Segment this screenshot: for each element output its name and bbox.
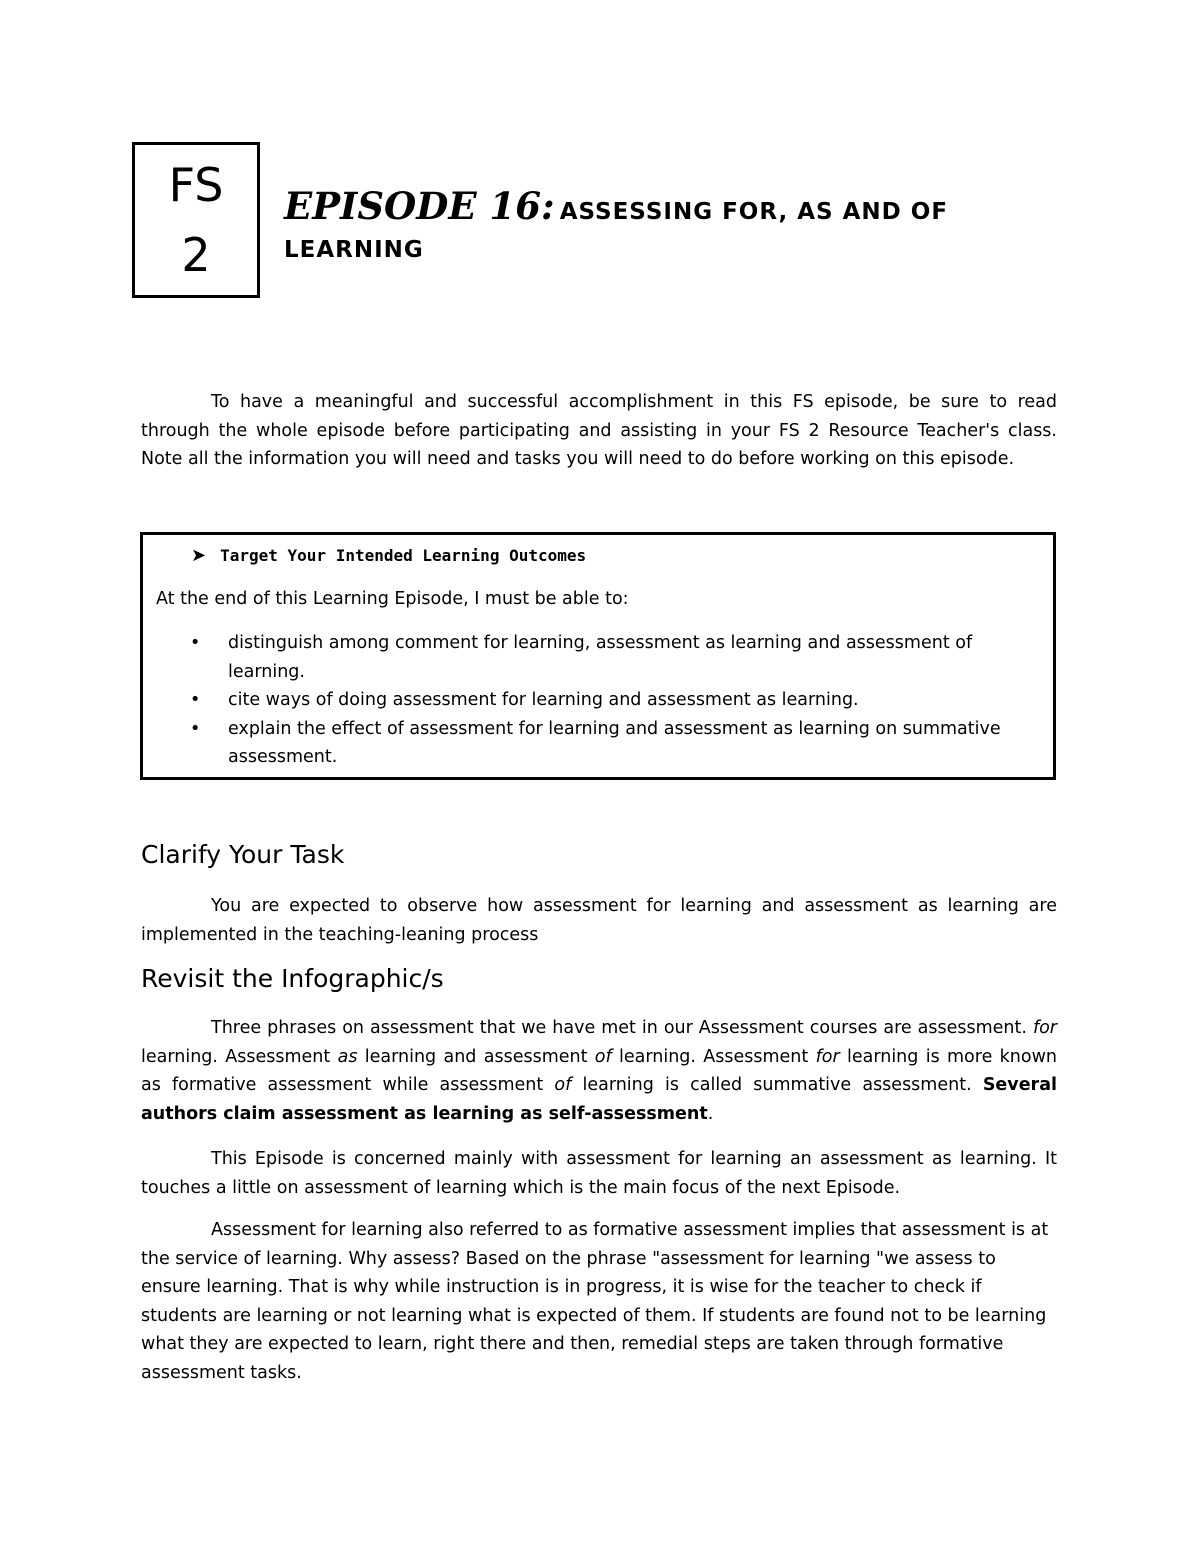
outcomes-heading (191, 545, 586, 566)
intro-paragraph: To have a meaningful and successful accomplishment in this FS episode, be sure to read through the whole episode before participating and assisting in your FS 2 Resource Teacher's class. Note all the information you will need and tasks you will need to do before working on this episode. (141, 392, 1057, 469)
clarify-heading: Clarify Your Task (141, 840, 345, 869)
fs-label-line1: FS (168, 158, 224, 212)
outcomes-lead: At the end of this Learning Episode, I must be able to: (156, 589, 629, 609)
list-item (156, 715, 1016, 772)
clarify-paragraph: You are expected to observe how assessment for learning and assessment as learning are implemented in the teaching-leaning process (141, 896, 1057, 945)
revisit-paragraph-2: This Episode is concerned mainly with assessment for learning an assessment as learning. It touches a little on assessment of learning which is the main focus of the next Episode. (141, 1149, 1057, 1198)
outcomes-heading-text: Target Your Intended Learning Outcomes (220, 546, 587, 565)
episode-subtitle-part2: LEARNING (284, 237, 424, 263)
outcome-text: distinguish among comment for learning, assessment as learning and assessment of learning. (228, 633, 973, 682)
fs-label-line2: 2 (181, 228, 211, 282)
bullet-icon: • (190, 633, 201, 653)
learning-outcomes-box (140, 532, 1056, 780)
arrow-bullet-icon: ➤ (191, 545, 207, 566)
outcome-text: cite ways of doing assessment for learning and assessment as learning. (228, 690, 859, 710)
revisit-heading: Revisit the Infographic/s (141, 964, 444, 993)
list-item (156, 686, 1016, 715)
fs-label-box (132, 142, 260, 298)
outcomes-list (156, 629, 1016, 772)
bullet-icon: • (190, 718, 201, 739)
episode-number: EPISODE 16: (284, 184, 555, 228)
list-item (156, 629, 1016, 686)
outcome-text: explain the effect of assessment for learning and assessment as learning on summative assessment. (228, 718, 1001, 767)
revisit-paragraph-3: Assessment for learning also referred to as formative assessment implies that assessment is at the service of learning. Why assess? Based on the phrase "assessment for learning "we assess to ensure learning. That is why while instruction is in progress, it is wise for the teacher to check if students are learning or not learning what is expected of them. If students are found not to be learning what they are expected to learn, right there and then, remedial steps are taken through formative assessment tasks. (141, 1220, 1049, 1383)
page-title (284, 184, 1084, 270)
episode-subtitle-part1: ASSESSING FOR, AS AND OF (559, 199, 949, 225)
revisit-paragraph-1: Three phrases on assessment that we have met in our Assessment courses are assessment. for learning. Assessment as learning and assessment of learning. Assessment for learning is more known as formative assessment while assessment of learning is called summative assessment. Several authors claim assessment as learning as self-assessment. (141, 1018, 1058, 1124)
bullet-icon: • (190, 690, 201, 710)
